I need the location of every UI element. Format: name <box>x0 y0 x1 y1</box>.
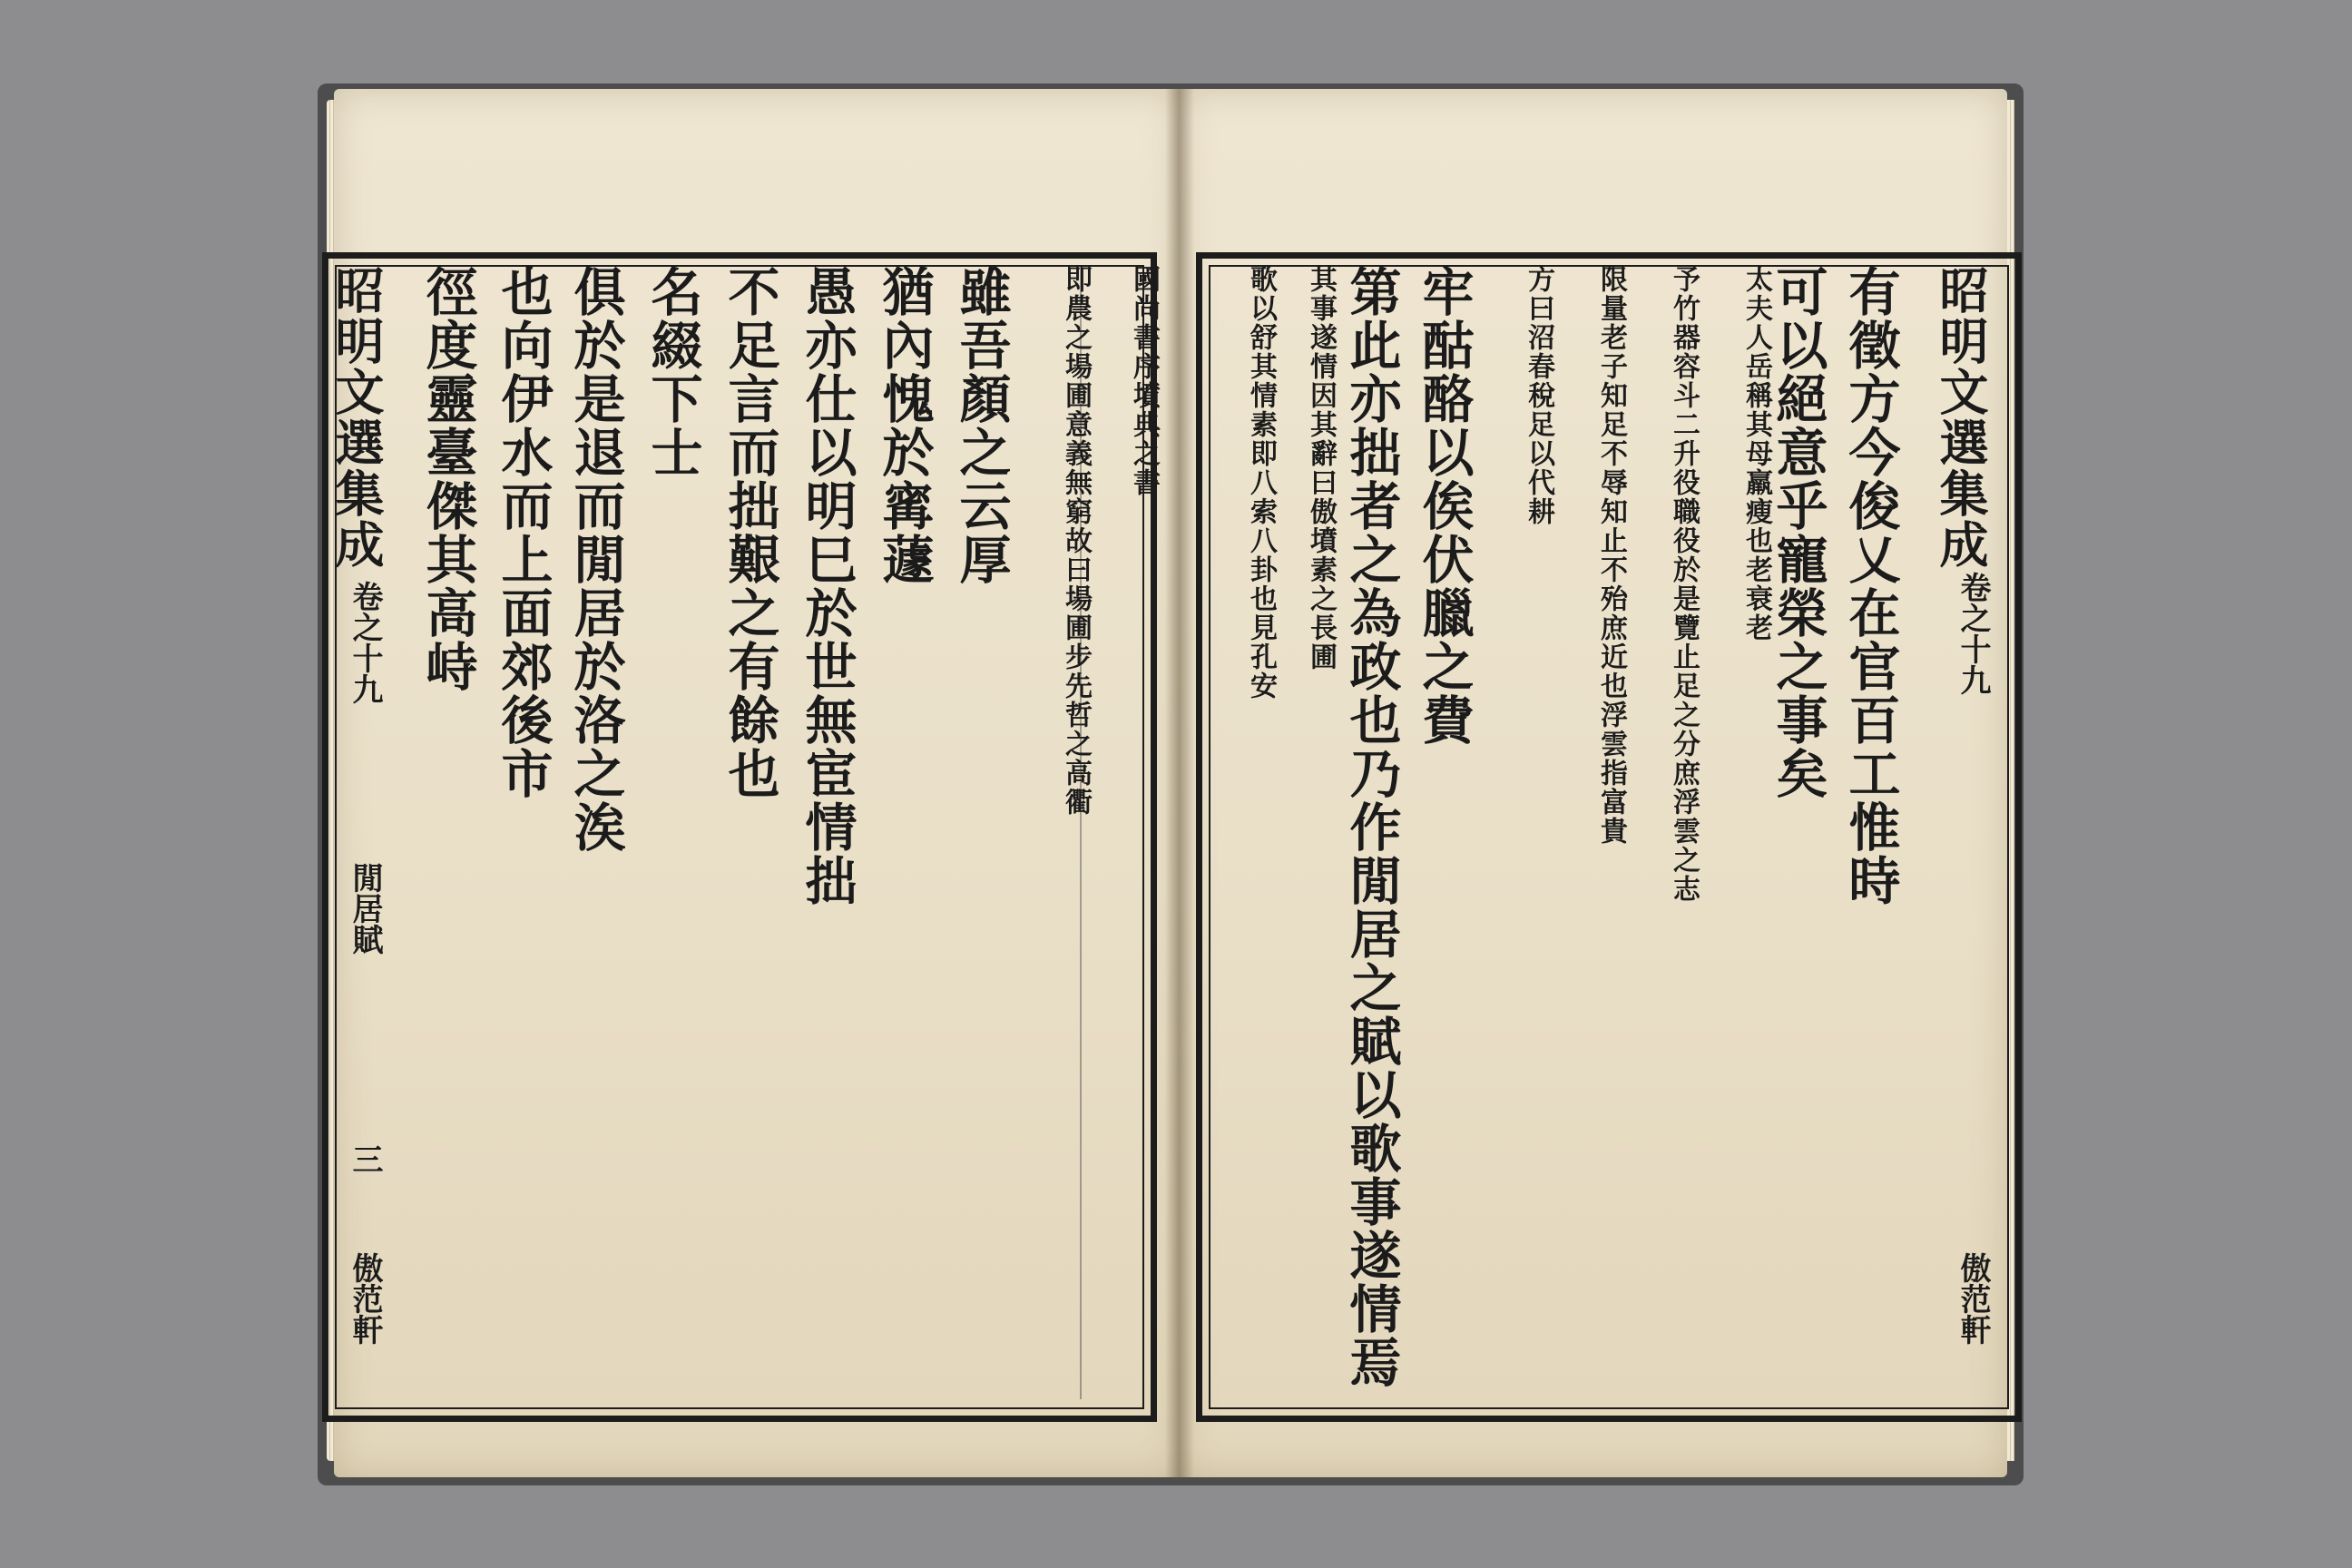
left-column-8: 俱於是退而閒居於洛之涘 <box>565 265 626 854</box>
left-volume: 卷之十九 <box>347 581 383 704</box>
right-column-1: 有徵方今俊乂在官百工惟時 <box>1840 265 1901 907</box>
left-column-3: 雖吾顏之云厚 <box>951 265 1012 586</box>
right-column-6: 方曰沼春稅足以代耕 <box>1523 265 1554 526</box>
right-column-7: 牢酤酪以俟伏臘之費 <box>1414 265 1475 747</box>
book-gutter <box>1165 89 1194 1477</box>
right-column-3: 太夫人岳稱其母羸瘦也老衰老 <box>1740 265 1772 642</box>
right-heading: 昭明文選集成 <box>1932 265 1990 570</box>
left-column-6: 不足言而拙艱之有餘也 <box>720 265 780 800</box>
left-column-1: 國尚書序墳典之書 <box>1128 265 1160 497</box>
left-column-9: 也向伊水而上面郊後市 <box>493 265 554 800</box>
left-fold-title: 閒居賦 <box>347 862 383 955</box>
right-volume: 卷之十九 <box>1955 572 1991 695</box>
right-column-2: 可以絕意乎寵榮之事矣 <box>1768 265 1828 800</box>
left-heading: 昭明文選集成 <box>328 265 386 570</box>
left-column-7: 名綴下士 <box>642 265 703 479</box>
right-column-5: 限量老子知足不辱知止不殆庶近也浮雲指富貴 <box>1595 265 1627 846</box>
left-column-5: 愚亦仕以明巳於世無宦情拙 <box>797 265 858 907</box>
left-fold-bottom: 傲范軒 <box>347 1252 383 1345</box>
left-column-2: 即農之場圃意義無窮故曰場圃步先哲之高衢 <box>1060 265 1092 817</box>
right-column-8: 第此亦拙者之為政也乃作閒居之賦以歌事遂情焉 <box>1341 265 1402 1389</box>
right-column-9: 其事遂情因其辭曰傲墳素之長圃 <box>1305 265 1337 671</box>
right-column-10: 歌以舒其情素即八索八卦也見孔安 <box>1245 265 1277 701</box>
left-column-10: 徑度靈臺傑其高峙 <box>417 265 478 693</box>
left-column-4: 猶內愧於寗蘧 <box>874 265 935 586</box>
right-column-4: 予竹器容斗二升役職役於是覽止足之分庶浮雲之志 <box>1668 265 1700 904</box>
right-fold-bottom: 傲范軒 <box>1955 1252 1991 1345</box>
left-page-number: 三 <box>347 1143 383 1174</box>
